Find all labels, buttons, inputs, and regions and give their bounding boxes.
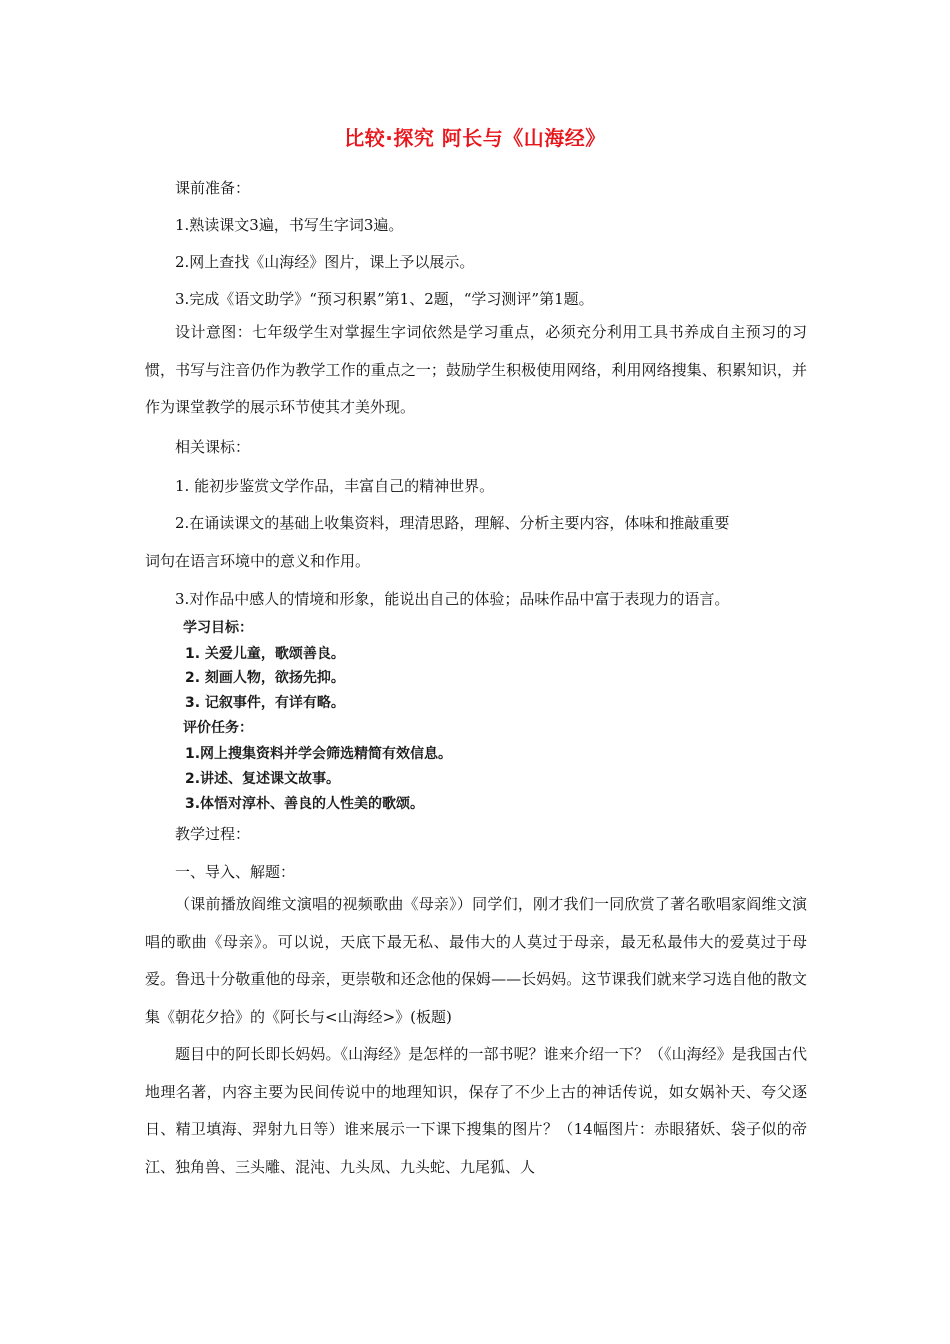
standard-item-2: 2.在诵读课文的基础上收集资料，理清思路，理解、分析主要内容，体味和推敲重要 <box>175 514 730 532</box>
document-title: 比较·探究 阿长与《山海经》 <box>344 126 606 150</box>
prep-item-1: 1.熟读课文3遍，书写生字词3遍。 <box>175 216 404 234</box>
design-intent-paragraph: 设计意图：七年级学生对掌握生字词依然是学习重点，必须充分利用工具书养成自主预习的习惯，书写与注音仍作为教学工作的重点之一；鼓励学生积极使用网络，利用网络搜集、积累知识，并作为课堂教学的展示环节使其才美外现。 <box>145 323 807 416</box>
intro-paragraph: （课前播放阎维文演唱的视频歌曲《母亲》）同学们，刚才我们一同欣赏了著名歌唱家阎维文演唱的歌曲《母亲》。可以说，天底下最无私、最伟大的人莫过于母亲，最无私最伟大的爱莫过于母爱。鲁迅十分敬重他的母亲，更崇敬和还念他的保姆——长妈妈。这节课我们就来学习选自他的散文集《朝花夕拾》的《阿长与<山海经>》(板题) <box>145 895 807 1026</box>
title-explanation-paragraph: 题目中的阿长即长妈妈。《山海经》是怎样的一部书呢？谁来介绍一下？（《山海经》是我国古代地理名著，内容主要为民间传说中的地理知识，保存了不少上古的神话传说，如女娲补天、夸父逐日、精卫填海、羿射九日等）谁来展示一下课下搜集的图片？（14幅图片：赤眼猪妖、袋子似的帝江、独角兽、三头雕、混沌、九头凤、九头蛇、九尾狐、人 <box>145 1045 807 1176</box>
process-heading: 教学过程： <box>175 825 251 843</box>
goal-item-3: 3. 记叙事件，有详有略。 <box>185 695 345 711</box>
tasks-heading: 评价任务： <box>183 720 253 736</box>
prep-item-3: 3.完成《语文助学》“预习积累”第1、2题，“学习测评”第1题。 <box>175 290 594 308</box>
goal-item-2: 2. 刻画人物，欲扬先抑。 <box>185 670 345 686</box>
goal-item-1: 1. 关爱儿童，歌颂善良。 <box>185 646 345 662</box>
standard-item-2-continued: 词句在语言环境中的意义和作用。 <box>145 552 371 570</box>
standards-heading: 相关课标： <box>175 438 251 456</box>
task-item-3: 3.体悟对淳朴、善良的人性美的歌颂。 <box>185 796 425 812</box>
prep-heading: 课前准备： <box>175 179 251 197</box>
section-1-heading: 一、导入、解题： <box>175 863 296 881</box>
task-item-2: 2.讲述、复述课文故事。 <box>185 771 341 787</box>
task-item-1: 1.网上搜集资料并学会筛选精简有效信息。 <box>185 746 453 762</box>
goals-heading: 学习目标： <box>183 620 253 636</box>
standard-item-1: 1. 能初步鉴赏文学作品，丰富自己的精神世界。 <box>175 477 495 495</box>
prep-item-2: 2.网上查找《山海经》图片，课上予以展示。 <box>175 253 475 271</box>
standard-item-3: 3.对作品中感人的情境和形象，能说出自己的体验；品味作品中富于表现力的语言。 <box>175 590 730 608</box>
